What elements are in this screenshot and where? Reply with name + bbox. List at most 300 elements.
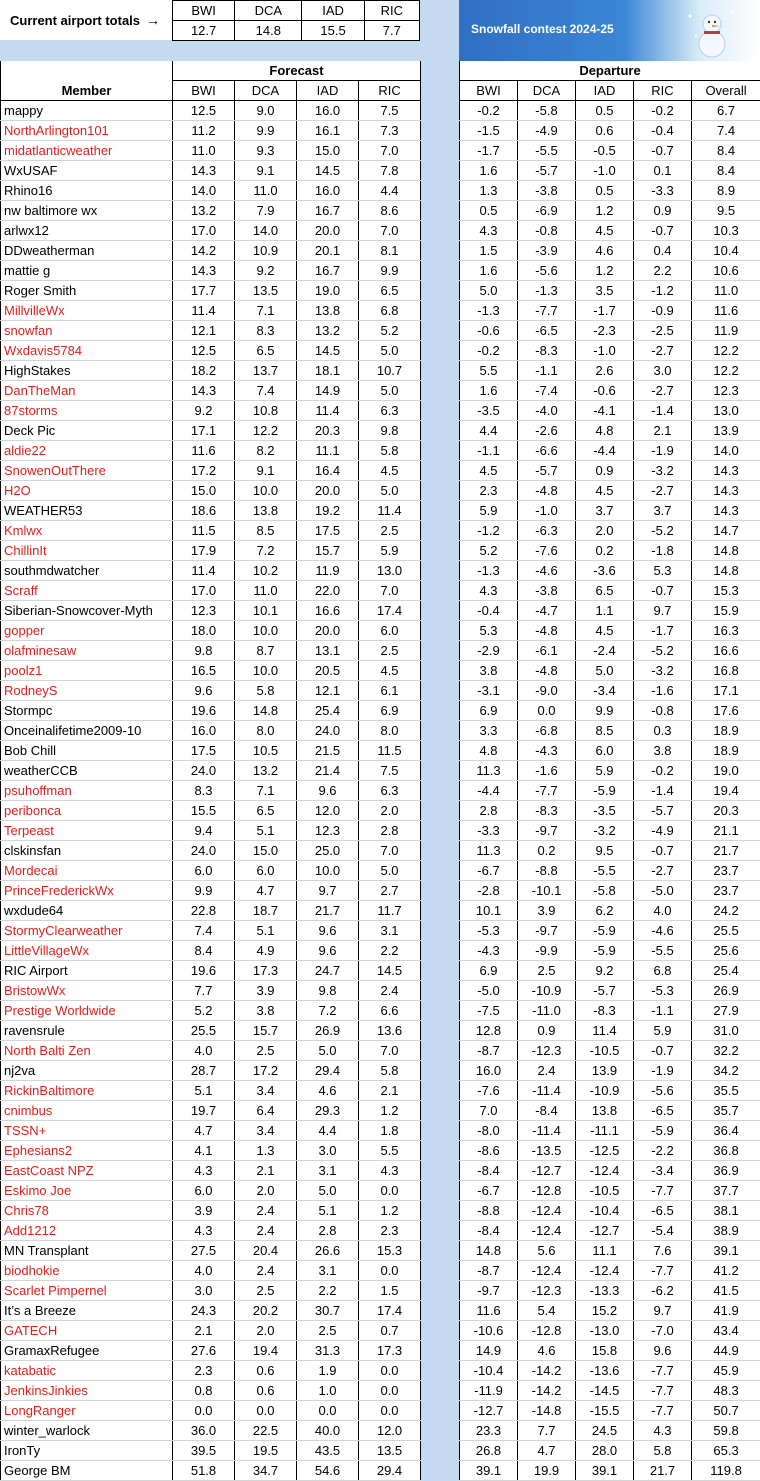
departure-overall-cell: 21.1: [692, 821, 760, 841]
member-name: HighStakes: [1, 361, 173, 381]
departure-row: [460, 1101, 760, 1121]
departure-overall-cell: 20.3: [692, 801, 760, 821]
forecast-bwi-cell: 24.0: [173, 841, 235, 861]
forecast-ric-cell: 1.2: [359, 1201, 421, 1221]
departure-bwi-cell: -3.3: [460, 821, 518, 841]
forecast-ric-cell: 5.8: [359, 441, 421, 461]
departure-overall-cell: 26.9: [692, 981, 760, 1001]
departure-row: [460, 301, 760, 321]
departure-bwi-cell: -8.7: [460, 1041, 518, 1061]
departure-row: [460, 561, 760, 581]
member-name: biodhokie: [1, 1261, 173, 1281]
departure-ric-cell: -5.9: [634, 1121, 692, 1141]
forecast-heading: Forecast: [173, 61, 421, 81]
departure-ric-cell: -2.5: [634, 321, 692, 341]
forecast-bwi-cell: 14.2: [173, 241, 235, 261]
departure-dca-cell: -1.0: [518, 501, 576, 521]
departure-ric-cell: 0.1: [634, 161, 692, 181]
departure-ric-cell: -5.3: [634, 981, 692, 1001]
member-name: midatlanticweather: [1, 141, 173, 161]
departure-row: [460, 761, 760, 781]
member-row: [1, 921, 421, 941]
member-row: [1, 601, 421, 621]
member-row: [1, 1261, 421, 1281]
departure-header-row: [460, 81, 760, 101]
forecast-ric-cell: 6.0: [359, 621, 421, 641]
departure-ric-cell: 9.7: [634, 1301, 692, 1321]
forecast-bwi-cell: 25.5: [173, 1021, 235, 1041]
forecast-ric-cell: 0.7: [359, 1321, 421, 1341]
forecast-dca-cell: 8.7: [235, 641, 297, 661]
forecast-ric-cell: 2.5: [359, 641, 421, 661]
forecast-iad-cell: 31.3: [297, 1341, 359, 1361]
departure-overall-cell: 12.2: [692, 361, 760, 381]
departure-iad-cell: -2.4: [576, 641, 634, 661]
forecast-dca-cell: 13.7: [235, 361, 297, 381]
departure-overall-cell: 8.9: [692, 181, 760, 201]
forecast-dca-cell: 3.8: [235, 1001, 297, 1021]
departure-iad-cell: -13.3: [576, 1281, 634, 1301]
departure-ric-cell: 2.1: [634, 421, 692, 441]
forecast-ric-cell: 3.1: [359, 921, 421, 941]
totals-airport-row: [173, 1, 420, 21]
member-row: [1, 741, 421, 761]
member-row: [1, 241, 421, 261]
departure-dca-cell: -9.9: [518, 941, 576, 961]
forecast-dca-cell: 2.5: [235, 1281, 297, 1301]
member-name: PrinceFrederickWx: [1, 881, 173, 901]
departure-overall-cell: 11.6: [692, 301, 760, 321]
departure-iad-cell: -4.4: [576, 441, 634, 461]
departure-ric-cell: -1.6: [634, 681, 692, 701]
departure-bwi-cell: 5.3: [460, 621, 518, 641]
departure-row: [460, 1221, 760, 1241]
departure-overall-cell: 39.1: [692, 1241, 760, 1261]
departure-ric-cell: -3.4: [634, 1161, 692, 1181]
forecast-bwi-cell: 17.1: [173, 421, 235, 441]
member-row: [1, 761, 421, 781]
forecast-iad-cell: 5.0: [297, 1181, 359, 1201]
departure-bwi-cell: 12.8: [460, 1021, 518, 1041]
departure-iad-cell: -8.3: [576, 1001, 634, 1021]
departure-bwi-cell: 1.6: [460, 161, 518, 181]
contest-banner: [459, 0, 760, 61]
forecast-ric-cell: 4.4: [359, 181, 421, 201]
departure-bwi-cell: 4.3: [460, 581, 518, 601]
departure-ric-cell: -5.5: [634, 941, 692, 961]
forecast-dca-cell: 14.0: [235, 221, 297, 241]
departure-iad-cell: 0.5: [576, 181, 634, 201]
departure-dca-cell: -9.7: [518, 821, 576, 841]
member-row: [1, 641, 421, 661]
departure-dca-cell: -5.8: [518, 101, 576, 121]
departure-row: [460, 1341, 760, 1361]
member-row: [1, 121, 421, 141]
member-name: MN Transplant: [1, 1241, 173, 1261]
forecast-ric-cell: 0.0: [359, 1401, 421, 1421]
departure-ric-cell: -0.4: [634, 121, 692, 141]
departure-bwi-cell: 2.8: [460, 801, 518, 821]
member-name: RIC Airport: [1, 961, 173, 981]
departure-bwi-cell: -6.7: [460, 1181, 518, 1201]
forecast-dca-cell: 10.2: [235, 561, 297, 581]
forecast-ric-cell: 5.9: [359, 541, 421, 561]
member-name: DDweatherman: [1, 241, 173, 261]
forecast-ric-cell: 7.8: [359, 161, 421, 181]
member-name: cnimbus: [1, 1101, 173, 1121]
departure-dca-cell: -9.0: [518, 681, 576, 701]
forecast-ric-cell: 9.9: [359, 261, 421, 281]
departure-row: [460, 481, 760, 501]
departure-iad-cell: -0.5: [576, 141, 634, 161]
forecast-ric-cell: 15.3: [359, 1241, 421, 1261]
forecast-ric-cell: 7.5: [359, 761, 421, 781]
forecast-dca-cell: 9.9: [235, 121, 297, 141]
member-name: ChillinIt: [1, 541, 173, 561]
member-name: aldie22: [1, 441, 173, 461]
member-name: MillvilleWx: [1, 301, 173, 321]
departure-ric-cell: -6.2: [634, 1281, 692, 1301]
departure-iad-cell: 9.9: [576, 701, 634, 721]
member-name: 87storms: [1, 401, 173, 421]
member-name: North Balti Zen: [1, 1041, 173, 1061]
departure-dca-cell: 0.9: [518, 1021, 576, 1041]
totals-airport-bwi: BWI: [173, 1, 235, 21]
forecast-bwi-cell: 18.6: [173, 501, 235, 521]
departure-iad-cell: -3.6: [576, 561, 634, 581]
departure-ric-cell: -1.4: [634, 401, 692, 421]
member-name: RickinBaltimore: [1, 1081, 173, 1101]
departure-bwi-cell: 39.1: [460, 1461, 518, 1481]
departure-overall-cell: 13.9: [692, 421, 760, 441]
forecast-bwi-cell: 16.0: [173, 721, 235, 741]
departure-overall-cell: 11.9: [692, 321, 760, 341]
forecast-dca-cell: 6.5: [235, 801, 297, 821]
current-totals-label: Current airport totals →: [0, 0, 172, 40]
departure-iad-cell: 2.6: [576, 361, 634, 381]
departure-dca-cell: -14.2: [518, 1381, 576, 1401]
member-row: [1, 1401, 421, 1421]
departure-iad-cell: -12.4: [576, 1161, 634, 1181]
totals-airport-iad: IAD: [302, 1, 364, 21]
departure-dca-cell: -4.8: [518, 621, 576, 641]
departure-row: [460, 1301, 760, 1321]
forecast-ric-cell: 5.0: [359, 481, 421, 501]
departure-ric-cell: 5.9: [634, 1021, 692, 1041]
departure-ric-cell: 9.6: [634, 1341, 692, 1361]
member-name: winter_warlock: [1, 1421, 173, 1441]
departure-ric-cell: -1.9: [634, 1061, 692, 1081]
member-name: George BM: [1, 1461, 173, 1481]
forecast-dca-cell: 6.5: [235, 341, 297, 361]
forecast-bwi-cell: 9.4: [173, 821, 235, 841]
forecast-bwi-cell: 17.0: [173, 581, 235, 601]
departure-ric-cell: -2.7: [634, 481, 692, 501]
departure-ric-cell: -5.4: [634, 1221, 692, 1241]
member-row: [1, 1301, 421, 1321]
forecast-dca-cell: 1.3: [235, 1141, 297, 1161]
departure-ric-cell: 6.8: [634, 961, 692, 981]
member-name: snowfan: [1, 321, 173, 341]
member-column-header: Member: [1, 81, 173, 101]
forecast-iad-cell: 19.0: [297, 281, 359, 301]
forecast-dca-cell: 11.0: [235, 181, 297, 201]
totals-value-dca: 14.8: [235, 21, 302, 41]
member-row: [1, 1161, 421, 1181]
forecast-dca-cell: 5.8: [235, 681, 297, 701]
departure-iad-cell: -13.6: [576, 1361, 634, 1381]
departure-ric-cell: -0.2: [634, 761, 692, 781]
departure-row: [460, 901, 760, 921]
departure-dca-cell: -0.8: [518, 221, 576, 241]
forecast-ric-cell: 6.1: [359, 681, 421, 701]
departure-ric-cell: 2.2: [634, 261, 692, 281]
forecast-dca-cell: 7.9: [235, 201, 297, 221]
forecast-col-dca: DCA: [235, 81, 297, 101]
departure-dca-cell: 3.9: [518, 901, 576, 921]
member-row: [1, 101, 421, 121]
departure-dca-cell: -6.6: [518, 441, 576, 461]
forecast-ric-cell: 2.0: [359, 801, 421, 821]
member-name: Bob Chill: [1, 741, 173, 761]
forecast-bwi-cell: 27.6: [173, 1341, 235, 1361]
departure-row: [460, 1181, 760, 1201]
departure-iad-cell: -3.5: [576, 801, 634, 821]
member-row: [1, 461, 421, 481]
departure-overall-cell: 44.9: [692, 1341, 760, 1361]
member-name: poolz1: [1, 661, 173, 681]
departure-ric-cell: -1.4: [634, 781, 692, 801]
forecast-dca-cell: 8.5: [235, 521, 297, 541]
departure-iad-cell: 0.9: [576, 461, 634, 481]
forecast-iad-cell: 2.5: [297, 1321, 359, 1341]
member-name: wxdude64: [1, 901, 173, 921]
departure-dca-cell: -12.3: [518, 1041, 576, 1061]
forecast-dca-cell: 10.8: [235, 401, 297, 421]
departure-row: [460, 1261, 760, 1281]
departure-overall-cell: 36.8: [692, 1141, 760, 1161]
forecast-bwi-cell: 7.7: [173, 981, 235, 1001]
departure-iad-cell: 13.9: [576, 1061, 634, 1081]
forecast-bwi-cell: 0.8: [173, 1381, 235, 1401]
departure-iad-cell: -2.3: [576, 321, 634, 341]
departure-overall-cell: 12.3: [692, 381, 760, 401]
forecast-dca-cell: 2.4: [235, 1201, 297, 1221]
member-name: Eskimo Joe: [1, 1181, 173, 1201]
forecast-col-iad: IAD: [297, 81, 359, 101]
forecast-bwi-cell: 14.3: [173, 161, 235, 181]
departure-bwi-cell: -1.5: [460, 121, 518, 141]
departure-bwi-cell: -1.2: [460, 521, 518, 541]
forecast-iad-cell: 11.9: [297, 561, 359, 581]
member-row: [1, 421, 421, 441]
departure-bwi-cell: -2.8: [460, 881, 518, 901]
departure-dca-cell: -10.1: [518, 881, 576, 901]
departure-row: [460, 1321, 760, 1341]
forecast-ric-cell: 2.4: [359, 981, 421, 1001]
forecast-ric-cell: 2.7: [359, 881, 421, 901]
totals-airport-ric: RIC: [364, 1, 419, 21]
forecast-dca-cell: 18.7: [235, 901, 297, 921]
departure-dca-cell: 2.4: [518, 1061, 576, 1081]
forecast-iad-cell: 40.0: [297, 1421, 359, 1441]
departure-bwi-cell: 4.3: [460, 221, 518, 241]
forecast-panel: [0, 61, 420, 1481]
forecast-iad-cell: 12.0: [297, 801, 359, 821]
forecast-ric-cell: 8.1: [359, 241, 421, 261]
forecast-dca-cell: 0.0: [235, 1401, 297, 1421]
departure-overall-cell: 14.8: [692, 561, 760, 581]
departure-ric-cell: -0.7: [634, 841, 692, 861]
departure-row: [460, 1421, 760, 1441]
departure-bwi-cell: 16.0: [460, 1061, 518, 1081]
member-row: [1, 801, 421, 821]
departure-bwi-cell: 1.6: [460, 261, 518, 281]
member-name: mattie g: [1, 261, 173, 281]
departure-ric-cell: 3.8: [634, 741, 692, 761]
departure-dca-cell: -7.7: [518, 301, 576, 321]
member-name: Scarlet Pimpernel: [1, 1281, 173, 1301]
departure-iad-cell: 4.5: [576, 621, 634, 641]
member-row: [1, 501, 421, 521]
departure-ric-cell: -0.9: [634, 301, 692, 321]
departure-dca-cell: -3.8: [518, 581, 576, 601]
forecast-iad-cell: 13.8: [297, 301, 359, 321]
forecast-bwi-cell: 4.0: [173, 1041, 235, 1061]
member-name: LongRanger: [1, 1401, 173, 1421]
member-row: [1, 181, 421, 201]
departure-row: [460, 721, 760, 741]
departure-overall-cell: 7.4: [692, 121, 760, 141]
forecast-bwi-cell: 15.5: [173, 801, 235, 821]
forecast-ric-cell: 5.0: [359, 861, 421, 881]
departure-overall-cell: 27.9: [692, 1001, 760, 1021]
forecast-iad-cell: 21.4: [297, 761, 359, 781]
forecast-dca-cell: 0.6: [235, 1361, 297, 1381]
forecast-iad-cell: 3.1: [297, 1261, 359, 1281]
member-name: nj2va: [1, 1061, 173, 1081]
departure-iad-cell: -13.0: [576, 1321, 634, 1341]
departure-bwi-cell: -1.3: [460, 301, 518, 321]
member-row: [1, 1201, 421, 1221]
forecast-ric-cell: 6.5: [359, 281, 421, 301]
forecast-iad-cell: 20.3: [297, 421, 359, 441]
departure-row: [460, 601, 760, 621]
departure-overall-cell: 65.3: [692, 1441, 760, 1461]
departure-bwi-cell: -3.1: [460, 681, 518, 701]
departure-dca-cell: -12.4: [518, 1221, 576, 1241]
departure-iad-cell: 4.5: [576, 221, 634, 241]
forecast-ric-cell: 11.5: [359, 741, 421, 761]
departure-row: [460, 361, 760, 381]
departure-row: [460, 541, 760, 561]
forecast-bwi-cell: 14.3: [173, 381, 235, 401]
departure-row: [460, 741, 760, 761]
forecast-ric-cell: 2.2: [359, 941, 421, 961]
departure-overall-cell: 14.3: [692, 481, 760, 501]
departure-ric-cell: 0.4: [634, 241, 692, 261]
forecast-dca-cell: 9.0: [235, 101, 297, 121]
departure-dca-cell: -6.3: [518, 521, 576, 541]
departure-overall-cell: 43.4: [692, 1321, 760, 1341]
member-name: Ephesians2: [1, 1141, 173, 1161]
member-row: [1, 661, 421, 681]
member-row: [1, 301, 421, 321]
departure-ric-cell: 3.7: [634, 501, 692, 521]
departure-dca-cell: -8.3: [518, 801, 576, 821]
departure-overall-cell: 8.4: [692, 161, 760, 181]
departure-ric-cell: 0.9: [634, 201, 692, 221]
forecast-dca-cell: 10.9: [235, 241, 297, 261]
departure-dca-cell: -7.4: [518, 381, 576, 401]
departure-dca-cell: -2.6: [518, 421, 576, 441]
departure-bwi-cell: -5.0: [460, 981, 518, 1001]
departure-row: [460, 1441, 760, 1461]
member-name: Wxdavis5784: [1, 341, 173, 361]
forecast-dca-cell: 4.7: [235, 881, 297, 901]
forecast-dca-cell: 7.4: [235, 381, 297, 401]
member-name: DanTheMan: [1, 381, 173, 401]
totals-value-ric: 7.7: [364, 21, 419, 41]
member-row: [1, 341, 421, 361]
departure-row: [460, 801, 760, 821]
forecast-dca-cell: 6.0: [235, 861, 297, 881]
departure-bwi-cell: 11.3: [460, 841, 518, 861]
departure-iad-cell: 9.5: [576, 841, 634, 861]
forecast-iad-cell: 24.0: [297, 721, 359, 741]
forecast-iad-cell: 5.1: [297, 1201, 359, 1221]
departure-bwi-cell: -3.5: [460, 401, 518, 421]
departure-dca-cell: -5.7: [518, 161, 576, 181]
departure-bwi-cell: -12.7: [460, 1401, 518, 1421]
departure-dca-cell: -12.7: [518, 1161, 576, 1181]
forecast-ric-cell: 4.3: [359, 1161, 421, 1181]
forecast-ric-cell: 8.6: [359, 201, 421, 221]
departure-iad-cell: 1.1: [576, 601, 634, 621]
forecast-ric-cell: 29.4: [359, 1461, 421, 1481]
departure-bwi-cell: -8.0: [460, 1121, 518, 1141]
departure-iad-cell: 8.5: [576, 721, 634, 741]
member-row: [1, 1461, 421, 1481]
forecast-iad-cell: 21.7: [297, 901, 359, 921]
departure-iad-cell: 3.5: [576, 281, 634, 301]
member-name: StormyClearweather: [1, 921, 173, 941]
departure-overall-cell: 14.0: [692, 441, 760, 461]
departure-row: [460, 881, 760, 901]
forecast-iad-cell: 12.1: [297, 681, 359, 701]
member-row: [1, 201, 421, 221]
member-name: EastCoast NPZ: [1, 1161, 173, 1181]
departure-bwi-cell: 5.5: [460, 361, 518, 381]
member-row: [1, 1061, 421, 1081]
departure-ric-cell: -5.7: [634, 801, 692, 821]
member-row: [1, 621, 421, 641]
member-row: [1, 981, 421, 1001]
forecast-bwi-cell: 36.0: [173, 1421, 235, 1441]
departure-group-row: [460, 61, 760, 81]
forecast-bwi-cell: 12.1: [173, 321, 235, 341]
departure-overall-cell: 25.6: [692, 941, 760, 961]
departure-ric-cell: -2.7: [634, 861, 692, 881]
forecast-bwi-cell: 0.0: [173, 1401, 235, 1421]
forecast-iad-cell: 16.7: [297, 261, 359, 281]
forecast-ric-cell: 14.5: [359, 961, 421, 981]
departure-row: [460, 1461, 760, 1481]
departure-dca-cell: 5.6: [518, 1241, 576, 1261]
member-row: [1, 1021, 421, 1041]
forecast-dca-cell: 9.1: [235, 161, 297, 181]
departure-panel: [459, 61, 760, 1481]
